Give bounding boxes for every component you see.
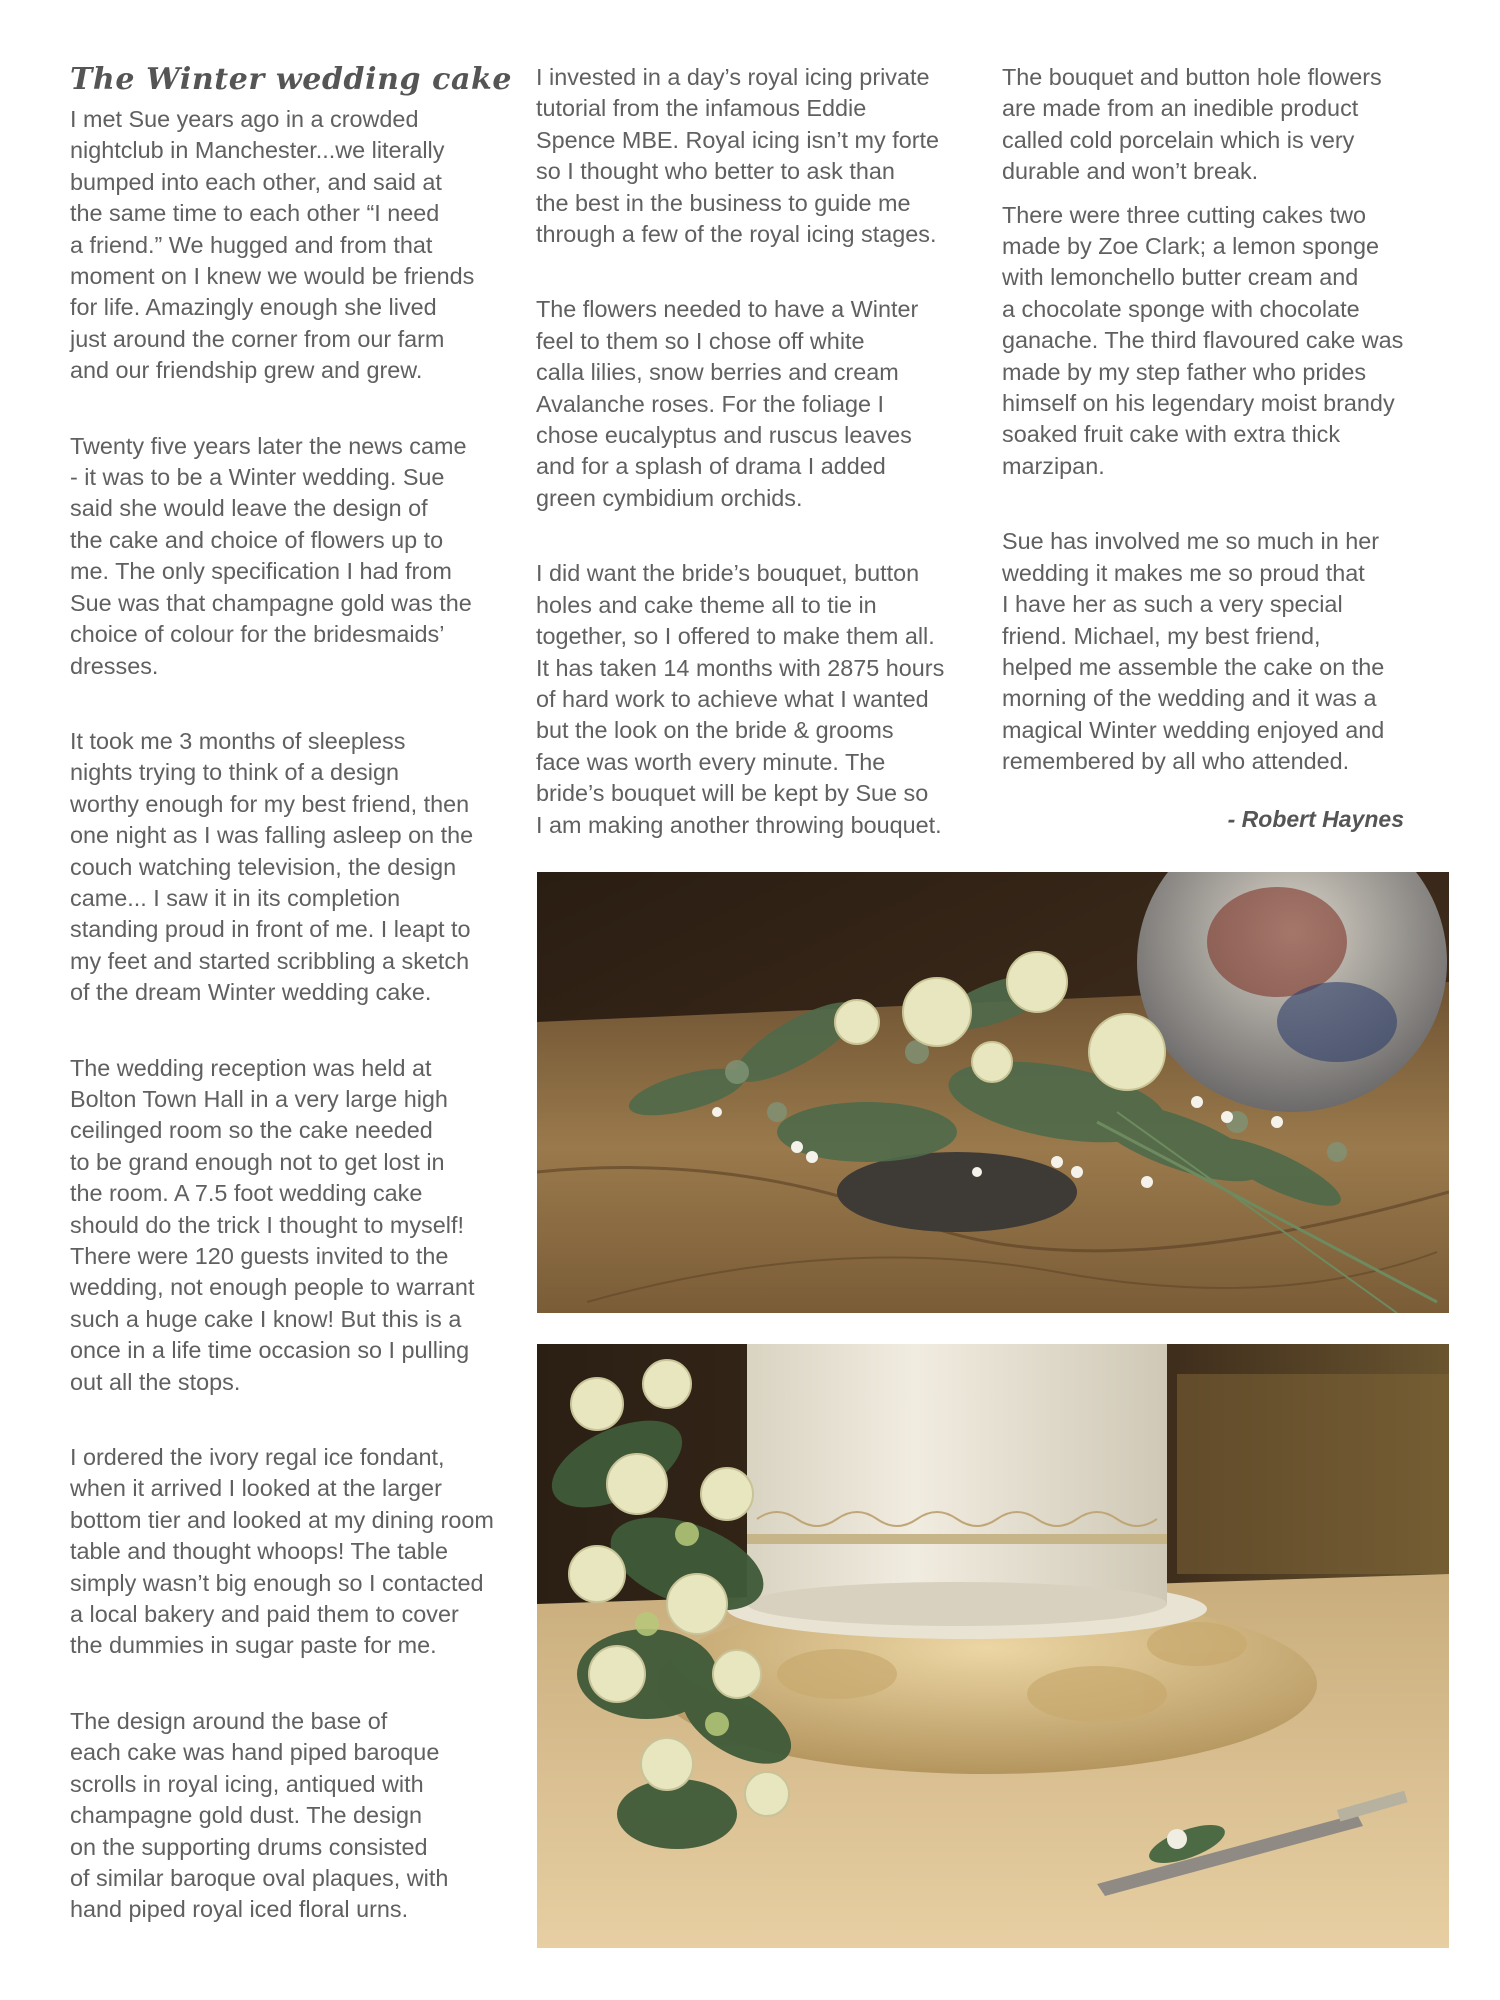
paragraph: Sue has involved me so much in her wedding it makes me so proud that I have her as such a very special friend. Michael, my best friend, helped me assemble the cake on the morning of the wedding and it was a magical Winter wedding enjoyed and remembered by all who attended. xyxy=(1002,528,1385,775)
article-column-3 xyxy=(1002,62,1458,778)
paragraph: The wedding reception was held at Bolton Town Hall in a very large high ceilinged room so the cake needed to be grand enough not to get lost in the room. A 7.5 foot wedding cake should do the trick I thought to myself! There were 120 guests invited to the wedding, not enough people to warrant such a huge cake I know! But this is a once in a life time occasion so I pulling out all the stops. xyxy=(70,1054,475,1395)
article-column-1 xyxy=(70,60,522,1926)
article-column-2 xyxy=(536,62,994,841)
wedding-cake-photo xyxy=(537,1344,1449,1948)
paragraph: I ordered the ivory regal ice fondant, when it arrived I looked at the larger bottom tier and looked at my dining room table and thought whoops! The table simply wasn’t big enough so I contacted a local bakery and paid them to cover the dummies in sugar paste for me. xyxy=(70,1444,494,1659)
paragraph: There were three cutting cakes two made by Zoe Clark; a lemon sponge with lemonchello butter cream and a chocolate sponge with chocolate ganache. The third flavoured cake was made by my step father who prides himself on his legendary moist brandy soaked fruit cake with extra thick marzipan. xyxy=(1002,201,1404,479)
paragraph: I met Sue years ago in a crowded nightclub in Manchester...we literally bumped into each other, and said at the same time to each other “I need a friend.” We hugged and from that moment on I knew we would be friends for life. Amazingly enough she lived just around the corner from our farm and our friendship grew and grew. xyxy=(70,106,475,384)
paragraph: Twenty five years later the news came - it was to be a Winter wedding. Sue said she would leave the design of the cake and choice of flowers up to me. The only specification I had from Sue was that champagne gold was the choice of colour for the bridesmaids’ dresses. xyxy=(70,432,472,679)
flower-arrangement-photo xyxy=(537,872,1449,1313)
paragraph: I did want the bride’s bouquet, button holes and cake theme all to tie in together, so I offered to make them all. It has taken 14 months with 2875 hours of hard work to achieve what I wanted but the look on the bride & grooms face was worth every minute. The bride’s bouquet will be kept by Sue so I am making another throwing bouquet. xyxy=(536,560,945,838)
paragraph: It took me 3 months of sleepless nights trying to think of a design worthy enough for my best friend, then one night as I was falling asleep on the couch watching television, the design came... I saw it in its completion standing proud in front of me. I leapt to my feet and started scribbling a sketch of the dream Winter wedding cake. xyxy=(70,727,474,1006)
paragraph: I invested in a day’s royal icing private tutorial from the infamous Eddie Spence MBE. Royal icing isn’t my forte so I thought who better to ask than the best in the business to guide me through a few of the royal icing stages. xyxy=(536,64,939,248)
paragraph: The design around the base of each cake was hand piped baroque scrolls in royal icing, antiqued with champagne gold dust. The design on the supporting drums consisted of similar baroque oval plaques, with hand piped royal iced floral urns. xyxy=(70,1707,449,1923)
paragraph: The bouquet and button hole flowers are made from an inedible product called cold porcelain which is very durable and won’t break. xyxy=(1002,64,1382,185)
article-title: The Winter wedding cake xyxy=(70,62,513,97)
paragraph: The flowers needed to have a Winter feel to them so I chose off white calla lilies, snow berries and cream Avalanche roses. For the foliage I chose eucalyptus and ruscus leaves and for a splash of drama I added green cymbidium orchids. xyxy=(536,296,919,511)
author-signature: - Robert Haynes xyxy=(1227,806,1404,832)
